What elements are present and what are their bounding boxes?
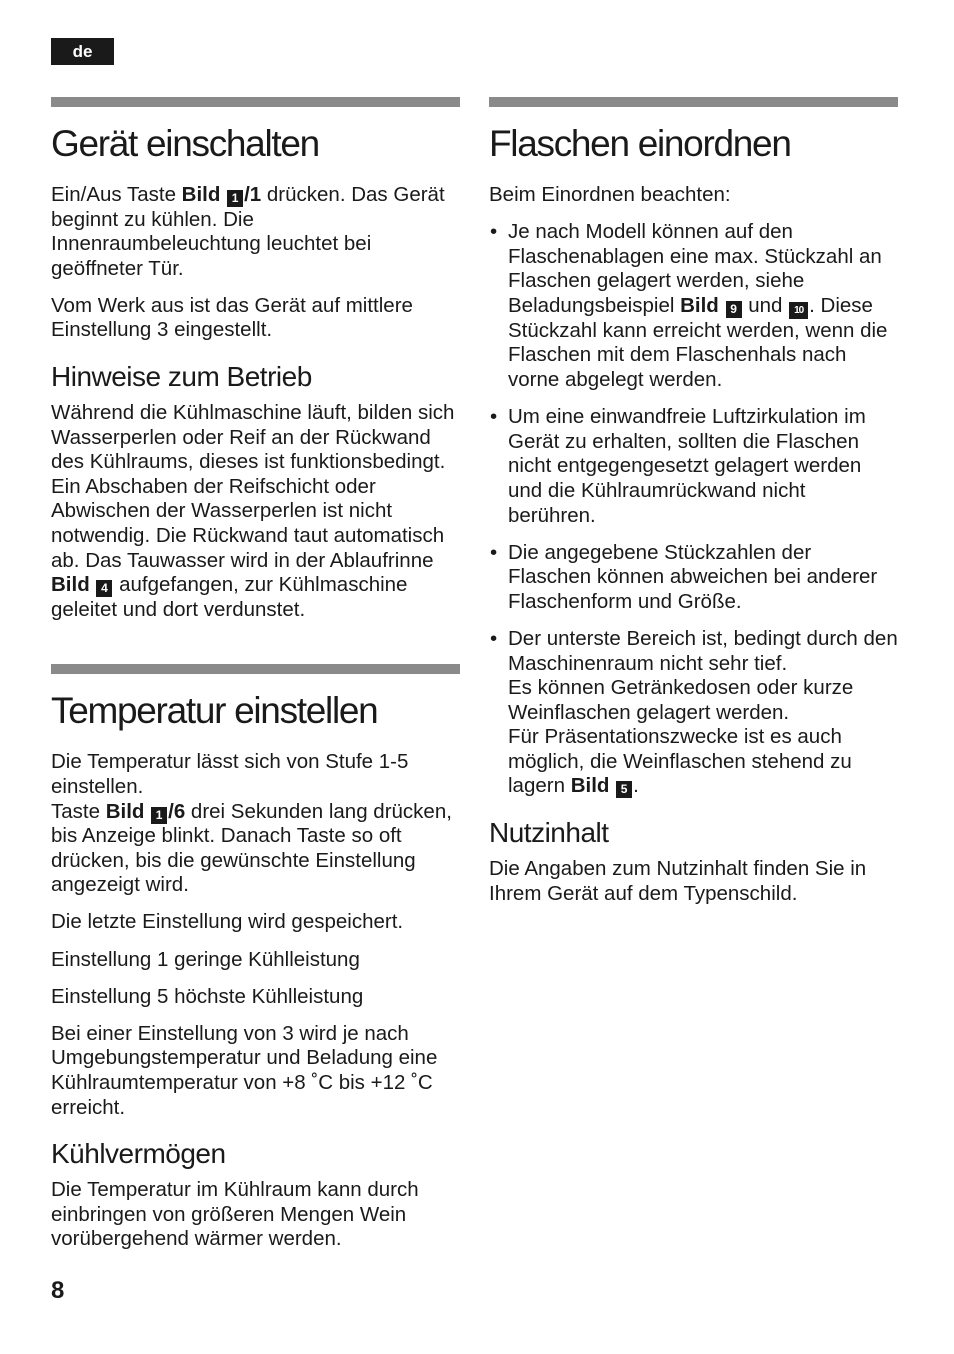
paragraph-gespeichert: Die letzte Einstellung wird gespeichert. — [51, 910, 404, 934]
bullet-icon: • — [490, 220, 498, 244]
paragraph-einstellung-5: Einstellung 5 höchste Kühlleistung — [51, 984, 364, 1008]
figure-ref-label: Bild — [680, 293, 719, 317]
text: und — [742, 293, 789, 317]
list-item — [489, 627, 898, 799]
text: Der unterste Bereich ist, bedingt durch den Maschinenraum nicht sehr tief. — [508, 626, 898, 675]
section-geraet-einschalten — [51, 97, 460, 622]
heading-flaschen-einordnen: Flaschen einordnen — [489, 123, 791, 164]
text: Je nach Modell können auf den Flaschenablagen eine max. Stückzahl an Flaschen gelagert werden, siehe Beladungsbeispiel — [508, 220, 882, 317]
bullet-icon: • — [490, 626, 498, 650]
text: . — [633, 774, 639, 798]
paragraph-werkseinstellung: Vom Werk aus ist das Gerät auf mittlere Einstellung 3 eingestellt. — [51, 293, 413, 342]
heading-kuehlvermoegen: Kühlvermögen — [51, 1138, 226, 1170]
paragraph-nutzinhalt: Die Angaben zum Nutzinhalt finden Sie in Ihrem Gerät auf dem Typenschild. — [489, 857, 867, 905]
list-item — [489, 220, 898, 393]
figure-number-badge: 10 — [789, 302, 808, 319]
figure-number-badge: 1 — [151, 807, 167, 824]
left-column — [51, 97, 460, 1290]
paragraph-einstellung-3: Bei einer Einstellung von 3 wird je nach Umgebungstemperatur und Beladung eine Kühlraumtemperatur von +8 ˚C bis +12 ˚C erreicht. — [51, 1021, 438, 1119]
right-column — [489, 97, 898, 919]
section-rule — [51, 664, 460, 674]
figure-ref-label: Bild — [181, 183, 221, 206]
paragraph-ein-aus — [51, 183, 460, 281]
paragraph-einstellung-1: Einstellung 1 geringe Kühlleistung — [51, 947, 360, 971]
text: Es können Getränkedosen oder kurze Weinflaschen gelagert werden. — [508, 676, 854, 724]
text: . Diese Stückzahl kann erreicht werden, wenn die Flaschen mit dem Flaschenhals nach vorne abgelegt werden. — [508, 293, 888, 392]
key-number: /6 — [168, 799, 186, 823]
heading-geraet-einschalten: Gerät einschalten — [51, 123, 319, 164]
figure-ref-label: Bild — [51, 573, 90, 597]
text: drei Sekunden lang drücken, bis Anzeige blinkt. Danach Taste so oft drücken, bis die gewünschte Einstellung angezeigt wird. — [51, 799, 452, 897]
paragraph-kuehlvermoegen: Die Temperatur im Kühlraum kann durch einbringen von größeren Mengen Wein vorübergehend wärmer werden. — [51, 1178, 419, 1251]
language-tag — [51, 38, 114, 65]
figure-ref-label: Bild — [570, 774, 610, 798]
bullet-list — [489, 220, 898, 799]
language-label: de — [72, 41, 93, 61]
text: aufgefangen, zur Kühlmaschine geleitet und dort verdunstet. — [51, 573, 408, 621]
text: Die angegebene Stückzahlen der Flaschen können abweichen bei anderer Flaschenform und Größe. — [508, 540, 878, 613]
text: Die Temperatur lässt sich von Stufe 1-5 einstellen. — [51, 750, 409, 798]
paragraph-hinweise — [51, 401, 460, 622]
heading-temperatur-einstellen: Temperatur einstellen — [51, 690, 378, 732]
bullet-icon: • — [490, 405, 498, 429]
paragraph-temperatur-stufen — [51, 750, 460, 898]
text: Um eine einwandfreie Luftzirkulation im Gerät zu erhalten, sollten die Flaschen nicht entgegengesetzt gelagert werden und die Kühlraumrückwand nicht berühren. — [508, 405, 866, 527]
page-number: 8 — [51, 1277, 65, 1304]
key-number: /1 — [244, 183, 262, 206]
text: Ein/Aus Taste — [51, 183, 182, 206]
list-item — [489, 405, 898, 528]
heading-hinweise-zum-betrieb: Hinweise zum Betrieb — [51, 361, 312, 393]
section-temperatur-einstellen — [51, 664, 460, 1252]
bullet-icon: • — [490, 540, 498, 564]
text: drücken. Das Gerät beginnt zu kühlen. Die Innenraumbeleuchtung leuchtet bei geöffneter Tür. — [51, 183, 445, 280]
figure-number-badge: 1 — [227, 190, 243, 207]
paragraph-beim-einordnen: Beim Einordnen beachten: — [489, 183, 731, 206]
figure-number-badge: 5 — [616, 781, 632, 798]
heading-nutzinhalt: Nutzinhalt — [489, 817, 609, 849]
text: Für Präsentationszwecke ist es auch möglich, die Weinflaschen stehend zu lagern — [508, 725, 852, 798]
figure-number-badge: 4 — [96, 580, 112, 597]
figure-ref-label: Bild — [105, 799, 145, 823]
figure-number-badge: 9 — [726, 301, 742, 318]
section-rule — [489, 97, 898, 107]
section-rule — [51, 97, 460, 107]
text: Während die Kühlmaschine läuft, bilden sich Wasserperlen oder Reif an der Rückwand des Kühlraums, dieses ist funktionsbedingt. Ein Abschaben der Reifschicht oder Abwischen der Wasserperlen ist nicht notwendig. Die Rückwand taut automatisch ab. Das Tauwasser wird in der Ablaufrinne — [51, 401, 455, 572]
list-item — [489, 541, 898, 615]
text: Taste — [51, 799, 106, 823]
